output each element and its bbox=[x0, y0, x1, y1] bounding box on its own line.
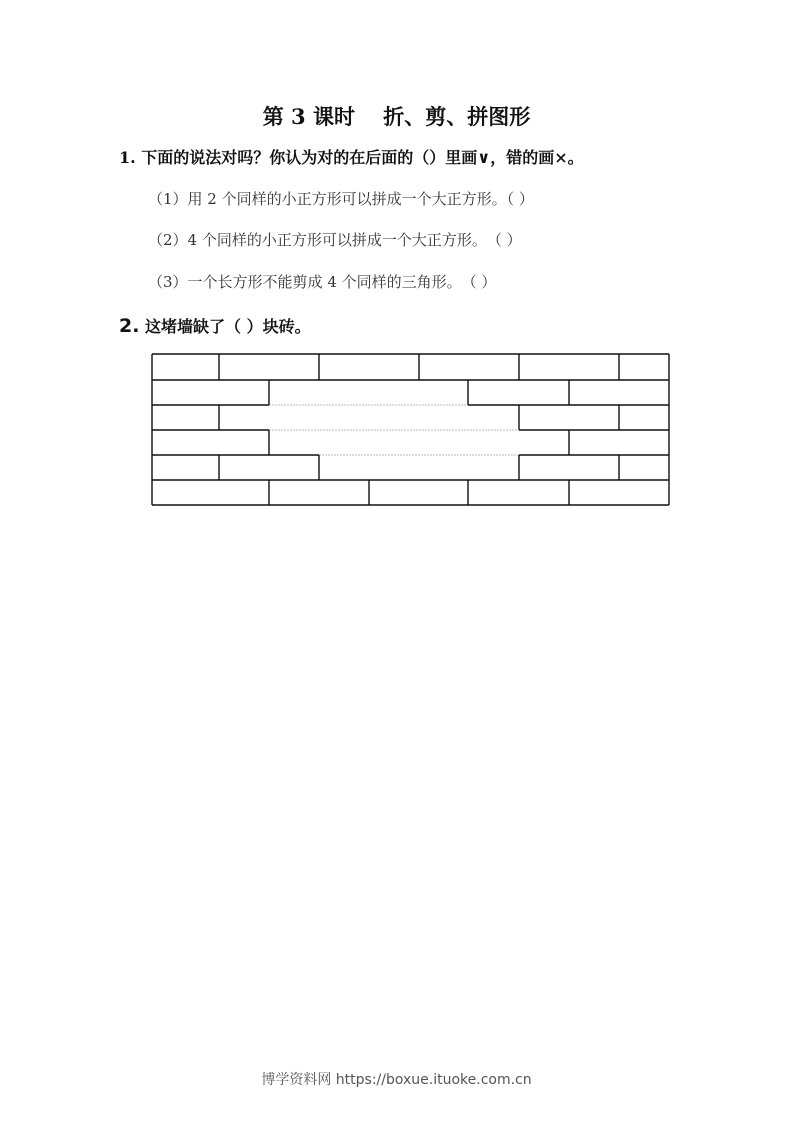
footer-watermark: 博学资料网 https://boxue.ituoke.com.cn bbox=[261, 1072, 532, 1088]
question-2-number: 2. bbox=[119, 315, 140, 337]
question-1-prompt: 1. 下面的说法对吗？你认为对的在后面的（）里画∨，错的画×。 bbox=[119, 148, 584, 167]
question-1-item-1: （1）用 2 个同样的小正方形可以拼成一个大正方形。（ ） bbox=[148, 190, 534, 208]
question-2-text: 这堵墙缺了（ ）块砖。 bbox=[145, 317, 311, 336]
question-1-item-2: （2）4 个同样的小正方形可以拼成一个大正方形。 （ ） bbox=[148, 231, 522, 249]
page-title: 第 3 课时 折、剪、拼图形 bbox=[262, 104, 531, 129]
question-1-item-3: （3）一个长方形不能剪成 4 个同样的三角形。 （ ） bbox=[148, 273, 497, 291]
